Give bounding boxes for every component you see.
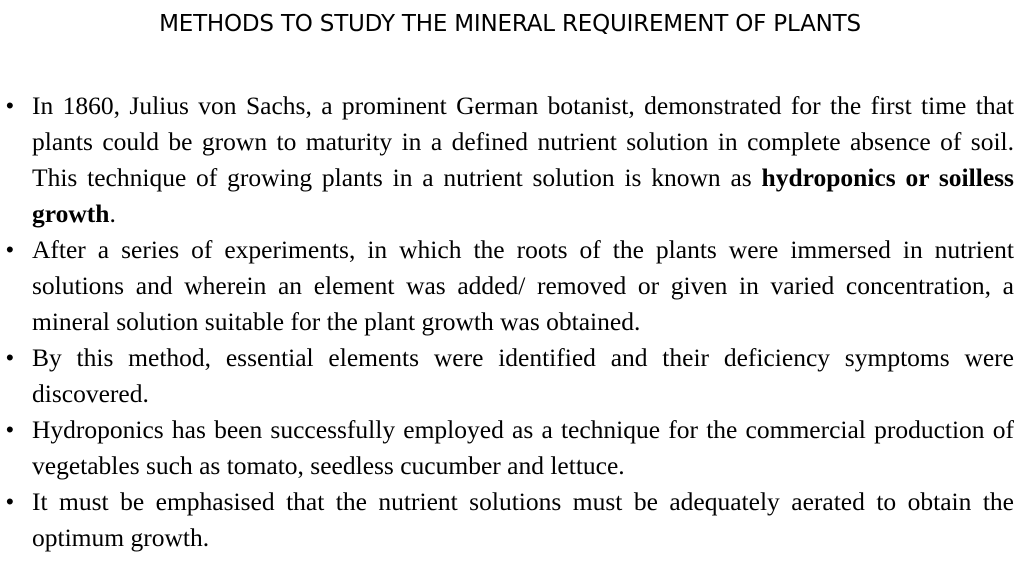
slide-title: METHODS TO STUDY THE MINERAL REQUIREMENT OF PLANTS xyxy=(159,11,861,37)
bullet-item-aeration xyxy=(0,484,1024,556)
bullet-icon: • xyxy=(6,417,14,442)
bullet-text: By this method, essential elements were identified and their deficiency symptoms were discovered. xyxy=(32,343,1014,408)
bullet-list xyxy=(0,88,1024,556)
bullet-text: Hydroponics has been successfully employed as a technique for the commercial production of vegetables such as tomato, seedless cucumber and lettuce. xyxy=(32,415,1014,480)
bullet-icon: • xyxy=(6,345,14,370)
bullet-item-commercial xyxy=(0,412,1024,484)
bullet-item-experiments xyxy=(0,232,1024,340)
bullet-bold-term: hydroponics or soilless growth xyxy=(32,163,1014,228)
bullet-item-sachs xyxy=(0,88,1024,232)
bullet-item-essential-elements xyxy=(0,340,1024,412)
bullet-icon: • xyxy=(6,237,14,262)
bullet-icon: • xyxy=(6,93,14,118)
bullet-icon: • xyxy=(6,489,14,514)
bullet-text: It must be emphasised that the nutrient solutions must be adequately aerated to obtain the optimum growth. xyxy=(32,487,1014,552)
bullet-text: After a series of experiments, in which the roots of the plants were immersed in nutrient solutions and wherein an element was added/ removed or given in varied concentration, a mineral solution suitable for the plant growth was obtained. xyxy=(32,235,1014,336)
bullet-text: In 1860, Julius von Sachs, a prominent German botanist, demonstrated for the first time that plants could be grown to maturity in a defined nutrient solution in complete absence of soil. This technique of growing plants in a nutrient solution is known as xyxy=(32,91,1014,192)
bullet-text-end: . xyxy=(109,199,116,228)
